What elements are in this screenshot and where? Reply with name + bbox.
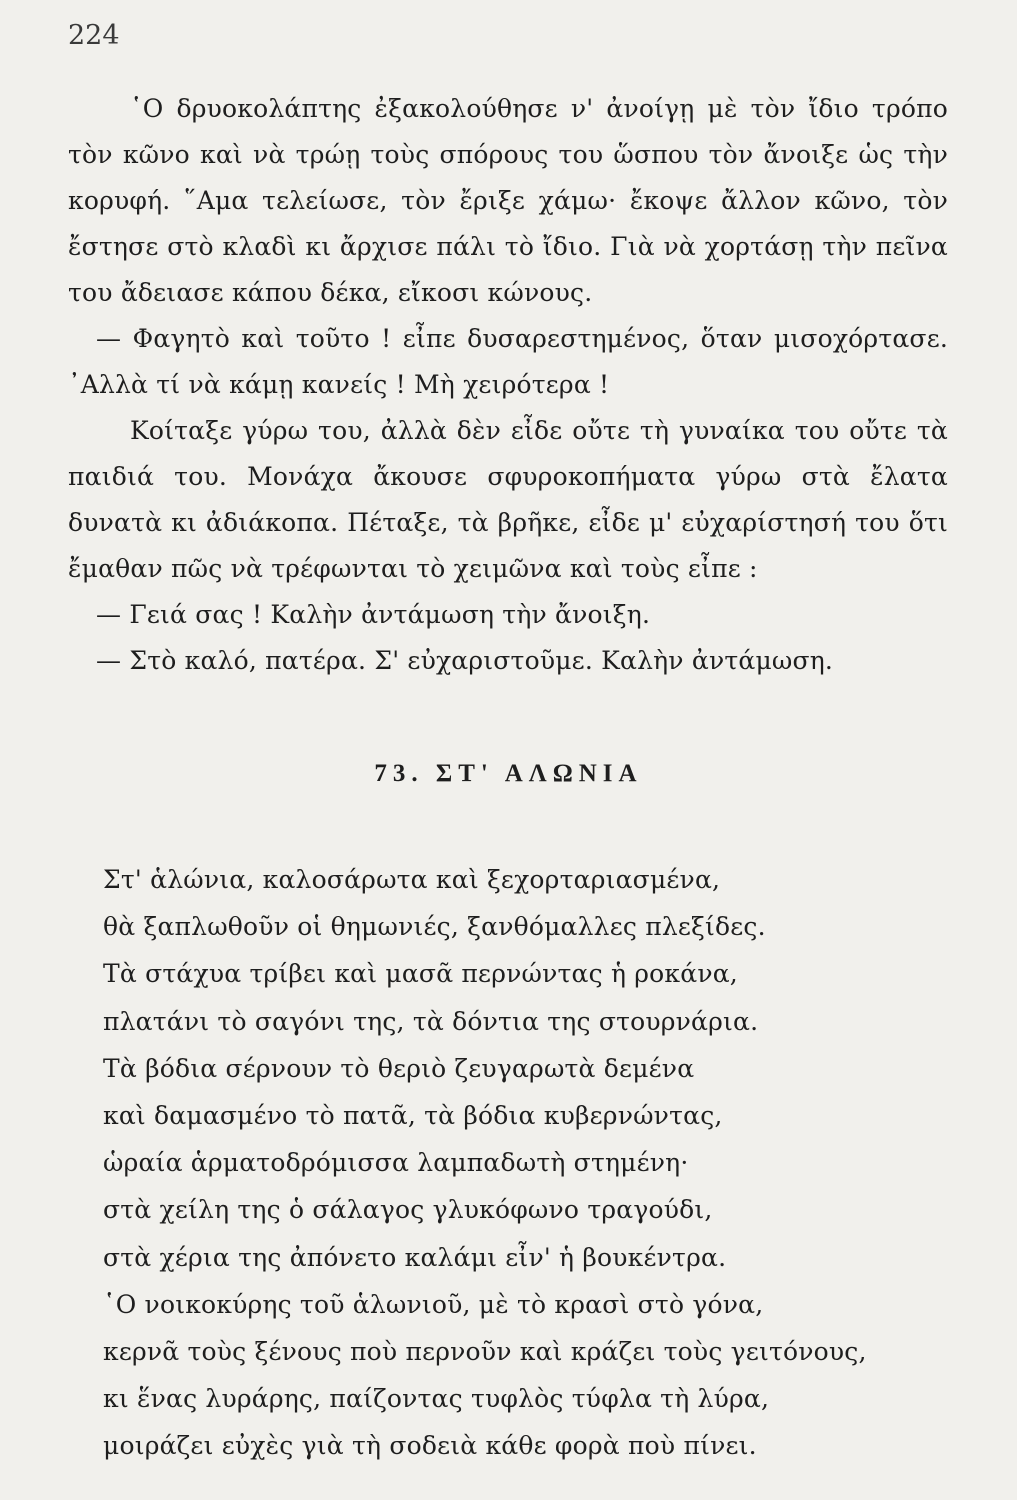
poem-line: μοιράζει εὐχὲς γιὰ τὴ σοδειὰ κάθε φορὰ ποὺ πίνει. xyxy=(103,1431,757,1461)
poem xyxy=(103,856,963,1470)
poem-line: ὡραία ἁρματοδρόμισσα λαμπαδωτὴ στημένη· xyxy=(103,1148,689,1178)
poem-line: Στ' ἁλώνια, καλοσάρωτα καὶ ξεχορταριασμένα, xyxy=(103,865,721,894)
poem-line: ῾Ο νοικοκύρης τοῦ ἁλωνιοῦ, μὲ τὸ κρασὶ στὸ γόνα, xyxy=(103,1289,764,1319)
paragraph: Κοίταξε γύρω του, ἀλλὰ δὲν εἶδε οὔτε τὴ γυναίκα του οὔτε τὰ παιδιά του. Μονάχα ἄκουσε σφυροκοπήματα γύρω στὰ ἔλατα δυνατὰ κι ἀδιάκοπα. Πέταξε, τὰ βρῆκε, εἶδε μ' εὐχαρίστησή του ὅτι ἔμαθαν πῶς νὰ τρέφωνται τὸ χειμῶνα καὶ τοὺς εἶπε : xyxy=(68,416,948,583)
dialogue-line: — Στὸ καλό, πατέρα. Σ' εὐχαριστοῦμε. Καλὴν ἀντάμωση. xyxy=(96,646,834,675)
poem-line: στὰ χείλη της ὁ σάλαγος γλυκόφωνο τραγούδι, xyxy=(103,1195,713,1225)
poem-line: θὰ ξαπλωθοῦν οἱ θημωνιές, ξανθόμαλλες πλεξίδες. xyxy=(103,912,766,942)
poem-line: κι ἕνας λυράρης, παίζοντας τυφλὸς τύφλα τὴ λύρα, xyxy=(103,1384,770,1414)
dialogue-line: — Φαγητὸ καὶ τοῦτο ! εἶπε δυσαρεστημένος, ὅταν μισοχόρτασε. ᾿Αλλὰ τί νὰ κάμῃ κανείς ! Μὴ χειρότερα ! xyxy=(68,324,948,399)
poem-line: στὰ χέρια της ἀπόνετο καλάμι εἶν' ἡ βουκέντρα. xyxy=(103,1242,727,1272)
poem-line: κερνᾶ τοὺς ξένους ποὺ περνοῦν καὶ κράζει τοὺς γειτόνους, xyxy=(103,1337,867,1367)
dialogue-line: — Γειά σας ! Καλὴν ἀντάμωση τὴν ἄνοιξη. xyxy=(96,600,651,629)
poem-line: Τὰ στάχυα τρίβει καὶ μασᾶ περνώντας ἡ ροκάνα, xyxy=(103,959,738,989)
section-heading: 73. ΣΤ' ΑΛΩΝΙΑ xyxy=(374,760,643,787)
poem-line: Τὰ βόδια σέρνουν τὸ θεριὸ ζευγαρωτὰ δεμένα xyxy=(103,1053,695,1083)
poem-line: πλατάνι τὸ σαγόνι της, τὰ δόντια της στουρνάρια. xyxy=(103,1006,759,1036)
page-number: 224 xyxy=(68,20,120,51)
poem-line: καὶ δαμασμένο τὸ πατᾶ, τὰ βόδια κυβερνώντας, xyxy=(103,1101,723,1131)
prose-section xyxy=(68,86,948,684)
paragraph: ῾Ο δρυοκολάπτης ἐξακολούθησε ν' ἀνοίγῃ μὲ τὸν ἴδιο τρόπο τὸν κῶνο καὶ νὰ τρώῃ τοὺς σπόρους του ὥσπου τὸν ἄνοιξε ὡς τὴν κορυφή. ῞Αμα τελείωσε, τὸν ἔριξε χάμω· ἔκοψε ἄλλον κῶνο, τὸν ἔστησε στὸ κλαδὶ κι ἄρχισε πάλι τὸ ἴδιο. Γιὰ νὰ χορτάσῃ τὴν πεῖνα του ἄδειασε κάπου δέκα, εἴκοσι κώνους. xyxy=(68,94,948,307)
